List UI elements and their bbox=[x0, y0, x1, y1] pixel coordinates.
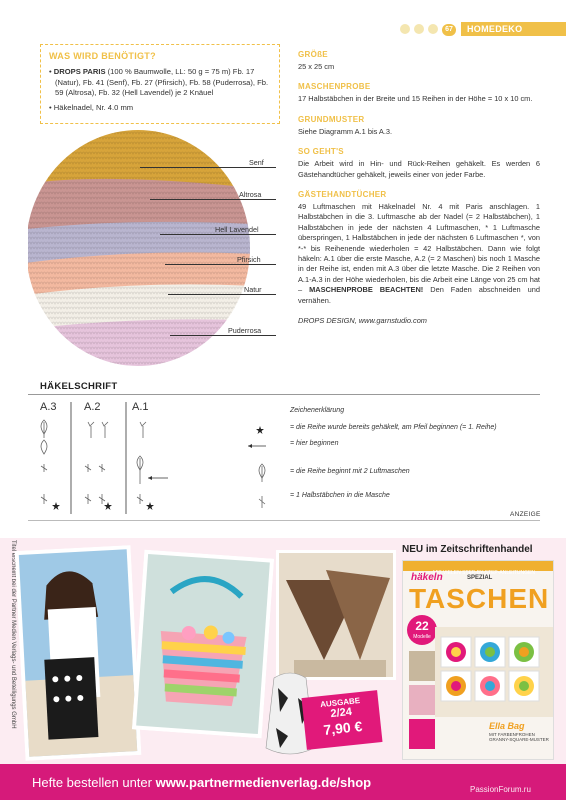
towels-main: 49 Luftmaschen mit Häkelnadel Nr. 4 mit Paris anschlagen. 1 Halbstäbchen in die 3. Luftmasche ab der Nadel (= 2 Halbstäbchen), 1 Halbstäbchen in jede der nächsten 4 Luftmaschen, * 1 Luftmasche überspringen, 1 Halbstäbchen in jede der nächsten 6 Luftmaschen *, von *-* bis Reihenende wiederholen = 42 Halbstäbchen. Dann wie folgt häkeln: A.1 über die erste Masche, A.2 (= 2 Maschen) bis noch 1 Masche in der Reihe ist, enden mit A.3 über die letzte Masche. Die 2 Reihen von A.1-A.3 in der Höhe wiederholen, bis die Arbeit eine Länge von 25 cm hat – bbox=[298, 202, 540, 295]
legend-item: = hier beginnen bbox=[290, 440, 339, 447]
gauge-text: 17 Halbstäbchen in der Breite und 15 Reihen in der Höhe = 10 x 10 cm. bbox=[298, 94, 533, 104]
materials-title: WAS WIRD BENÖTIGT? bbox=[49, 51, 156, 61]
hook-size: Häkelnadel, Nr. 4.0 mm bbox=[53, 102, 134, 112]
page-dots bbox=[400, 24, 456, 36]
magazine-tagline-bar bbox=[403, 561, 554, 576]
legend-item: = die Reihe beginnt mit 2 Luftmaschen bbox=[290, 468, 410, 475]
towels-warning: MASCHENPROBE BEACHTEN! bbox=[309, 285, 424, 295]
section-label: HOMEDEKO bbox=[461, 22, 566, 36]
towels-text bbox=[298, 202, 540, 306]
materials-hook: • Häkelnadel, Nr. 4.0 mm bbox=[49, 102, 134, 112]
magazine-brand-2: SPEZIAL bbox=[467, 575, 493, 581]
magazine-cover[interactable] bbox=[402, 560, 554, 760]
label-pfirsich: Pfirsich bbox=[237, 255, 261, 264]
label-line bbox=[160, 234, 276, 235]
crochet-diagram bbox=[28, 398, 188, 516]
models-count: 22 bbox=[415, 619, 429, 633]
column-a3: A.3 bbox=[40, 401, 57, 413]
column-a1: A.1 bbox=[132, 401, 149, 413]
label-lavendel: Hell Lavendel bbox=[215, 225, 259, 234]
dot bbox=[400, 24, 410, 34]
page-number: 67 bbox=[442, 24, 456, 36]
yarn-details: (100 % Baumwolle, LL: 50 g = 75 m) Fb. 17 (Natur), Fb. 41 (Senf), Fb. 27 (Pfirsich), Fb. 58 (Puderrosa), Fb. 59 (Altrosa), Fb. 32 (Hell Lavendel) je 2 Knäuel bbox=[55, 67, 269, 98]
magazine-tagline: MIT VIELEN STEP-BY-STEP-ANLEITUNGEN bbox=[433, 570, 535, 576]
label-line bbox=[170, 335, 276, 336]
design-credit: DROPS DESIGN, www.garnstudio.com bbox=[298, 316, 427, 326]
divider bbox=[28, 520, 540, 521]
towels-end: Den Faden abschneiden und vernähen. bbox=[298, 285, 540, 305]
photo-striped-bag bbox=[132, 550, 274, 739]
divider bbox=[28, 394, 540, 395]
howto-title: SO GEHT'S bbox=[298, 147, 344, 157]
label-altrosa: Altrosa bbox=[239, 190, 262, 199]
yarn-name: DROPS PARIS bbox=[53, 67, 106, 76]
chart-symbols bbox=[41, 420, 146, 504]
footer-prefix: Hefte bestellen unter bbox=[32, 775, 156, 790]
size-title: GRÖßE bbox=[298, 50, 328, 59]
label-line bbox=[168, 294, 276, 295]
star-icon bbox=[52, 502, 154, 510]
column-a2: A.2 bbox=[84, 401, 101, 413]
materials-box bbox=[40, 44, 280, 124]
photo-woman-bag bbox=[15, 545, 142, 761]
legend-item: = die Reihe wurde bereits gehäkelt, am Pfeil beginnen (= 1. Reihe) bbox=[290, 424, 497, 431]
footer-text bbox=[32, 775, 371, 790]
label-line bbox=[150, 199, 276, 200]
dot bbox=[414, 24, 424, 34]
label-natur: Natur bbox=[244, 285, 262, 294]
ad-label: ANZEIGE bbox=[510, 511, 541, 518]
chart-title: HÄKELSCHRIFT bbox=[40, 381, 118, 392]
publisher-note-text: Titel erscheint bei der Partner Medien Verlags- und Beteiligungs GmbH bbox=[10, 540, 16, 729]
magazine-title: TASCHEN bbox=[409, 583, 550, 614]
new-release-label: NEU im Zeitschriftenhandel bbox=[402, 544, 533, 555]
label-line bbox=[165, 264, 276, 265]
label-line bbox=[140, 167, 276, 168]
magazine-brand: häkeln bbox=[411, 572, 443, 583]
legend-title: Zeichenerklärung bbox=[290, 407, 345, 414]
granny-square-bag-image bbox=[435, 617, 554, 717]
chart-legend bbox=[234, 402, 534, 512]
gauge-title: MASCHENPROBE bbox=[298, 82, 371, 92]
size-text: 25 x 25 cm bbox=[298, 62, 335, 71]
materials-yarn: • DROPS PARIS (100 % Baumwolle, LL: 50 g = 75 m) Fb. 17 (Natur), Fb. 41 (Senf), Fb. 27 (Pfirsich), Fb. 58 (Puderrosa), Fb. 59 (Altrosa), Fb. 32 (Hell Lavendel) je 2 Knäuel bbox=[49, 67, 269, 98]
half-treble-icon bbox=[259, 496, 265, 508]
issue-price: 7,90 € bbox=[322, 717, 364, 738]
star-icon bbox=[256, 426, 264, 434]
thumbnail-strip bbox=[409, 651, 435, 751]
howto-text: Die Arbeit wird in Hin- und Rück-Reihen gehäkelt. Es werden 6 Gästehandtücher gehäkelt, jeweils einer von jeder Farbe. bbox=[298, 159, 540, 179]
models-badge bbox=[407, 615, 437, 645]
issue-badge bbox=[301, 690, 382, 750]
pattern-text: Siehe Diagramm A.1 bis A.3. bbox=[298, 126, 393, 136]
dot bbox=[428, 24, 438, 34]
magazine-feature: Ella Bag bbox=[489, 721, 525, 731]
instructions-column bbox=[298, 50, 540, 337]
legend-item: = 1 Halbstäbchen in die Masche bbox=[290, 492, 390, 499]
label-senf: Senf bbox=[249, 158, 264, 167]
photo-brown-bags bbox=[276, 550, 396, 680]
towels-title: GÄSTEHANDTÜCHER bbox=[298, 190, 387, 200]
shop-link[interactable]: www.partnermedienverlag.de/shop bbox=[155, 775, 372, 790]
pattern-title: GRUNDMUSTER bbox=[298, 114, 365, 124]
magazine-feature-sub: MIT FARBENFROHEN GRANNY-SQUARE-MUSTER bbox=[489, 732, 549, 742]
legend-symbols bbox=[234, 416, 284, 512]
label-puderrosa: Puderrosa bbox=[228, 326, 262, 335]
watermark: PassionForum.ru bbox=[470, 785, 531, 794]
issue-label: AUSGABE bbox=[319, 696, 361, 710]
models-label: Modelle bbox=[413, 634, 431, 640]
issue-number: 2/24 bbox=[329, 705, 353, 721]
